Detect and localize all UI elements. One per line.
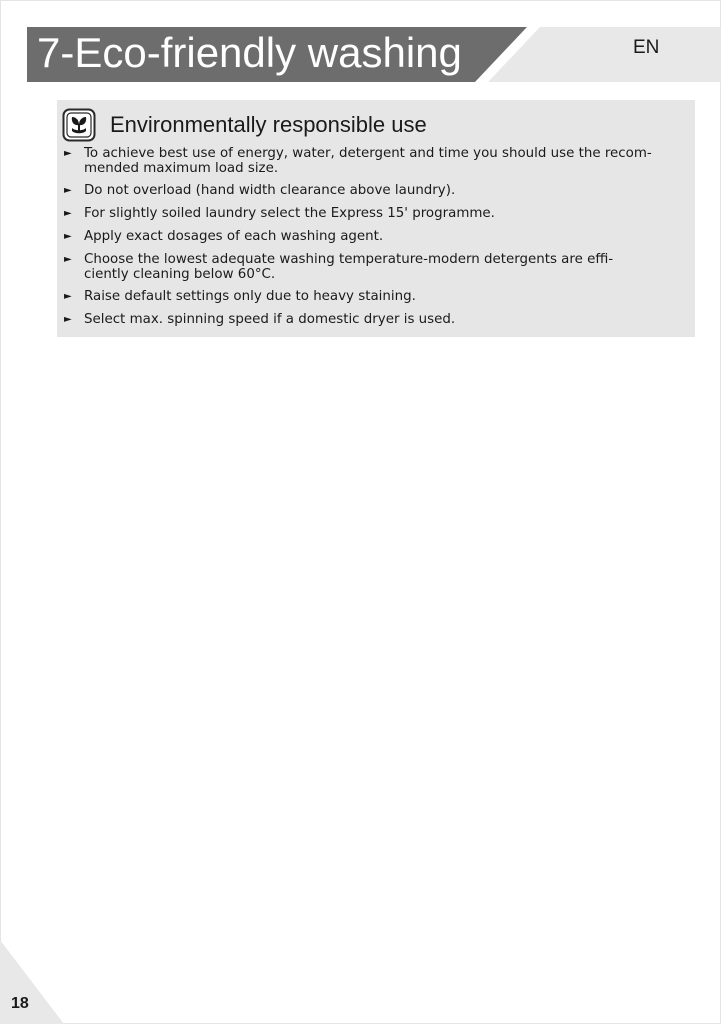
eco-info-box [57, 100, 695, 337]
language-label: EN [633, 37, 660, 58]
list-item-text: For slightly soiled laundry select the Express 15' programme. [84, 206, 495, 221]
list-item-text: Do not overload (hand width clearance above laundry). [84, 183, 456, 198]
bullet-arrow-icon: ► [64, 208, 72, 219]
list-item-text: Apply exact dosages of each washing agent. [84, 229, 384, 244]
page-title: 7-Eco-friendly washing [37, 29, 462, 76]
list-item [57, 312, 695, 327]
list-item-text: Choose the lowest adequate washing temperature-modern detergents are effi- ciently cleaning below 60°C. [84, 252, 614, 282]
title-bar [27, 27, 527, 82]
eco-leaf-icon [62, 108, 96, 142]
list-item [57, 252, 695, 282]
list-item [57, 146, 695, 176]
language-tab-shape [488, 27, 721, 82]
list-item-text: To achieve best use of energy, water, detergent and time you should use the recom- mended maximum load size. [84, 146, 652, 176]
list-item [57, 289, 695, 304]
eco-heading: Environmentally responsible use [110, 112, 427, 137]
eco-header [62, 107, 427, 143]
language-tab [488, 27, 721, 82]
bullet-arrow-icon: ► [64, 314, 72, 325]
page-corner-shape [0, 940, 64, 1024]
list-item-text: Raise default settings only due to heavy staining. [84, 289, 416, 304]
bullet-arrow-icon: ► [64, 291, 72, 302]
page-corner [0, 940, 64, 1024]
list-item [57, 229, 695, 244]
bullet-arrow-icon: ► [64, 185, 72, 196]
list-item-text: Select max. spinning speed if a domestic dryer is used. [84, 312, 456, 327]
bullet-arrow-icon: ► [64, 148, 72, 159]
page-number: 18 [11, 995, 29, 1012]
bullet-arrow-icon: ► [64, 231, 72, 242]
list-item [57, 183, 695, 198]
list-item [57, 206, 695, 221]
bullet-arrow-icon: ► [64, 254, 72, 265]
eco-tips-list [57, 146, 695, 335]
